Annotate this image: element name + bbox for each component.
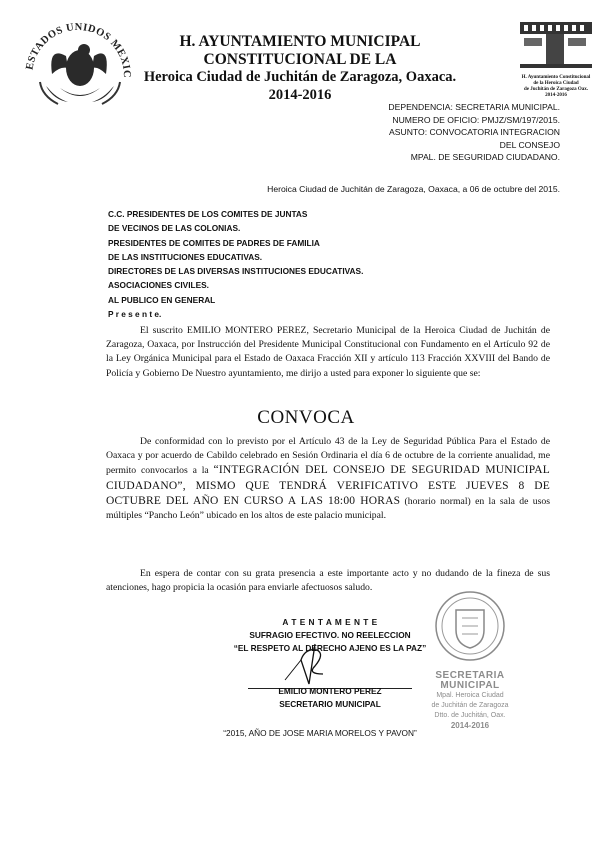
meta-asunto-2: DEL CONSEJO [499, 139, 560, 150]
recipient-line: ASOCIACIONES CIVILES. [108, 280, 209, 291]
meta-oficio: NUMERO DE OFICIO: PMJZ/SM/197/2015. [392, 114, 560, 125]
recipient-line: C.C. PRESIDENTES DE LOS COMITES DE JUNTAS [108, 209, 308, 219]
convocation-text-c: (horario normal) en la sala de usos múltiples “Pancho León” ubicado en los altos de este palacio municipal. [106, 495, 550, 522]
office-meta [388, 101, 560, 164]
signer-name: EMILIO MONTERO PEREZ [278, 686, 382, 696]
convocation-text-a: De conformidad con lo previsto por el Artículo 43 de la Ley de Seguridad Pública Para el Estado de Oaxaca y por acuerdo de Cabildo celebrado en Sesión Ordinaria el día 6 de octubre de la corriente anualidad, me permito convocarlos a la [106, 436, 550, 477]
intro-paragraph: El suscrito EMILIO MONTERO PEREZ, Secretario Municipal de la Heroica Ciudad de Juchitán de Zaragoza, Oaxaca, por Instrucción del Presidente Municipal Constitucional con Fundamento en el Artículo 92 de la Ley Orgánica Municipal para el Estado de Oaxaca Fracción XII y artículo 113 Fracción XXVIII del Bando de Policía y Gobierno De Nuestro ayuntamiento, me dirijo a usted para exponer lo siguiente que se: [106, 325, 550, 379]
atentamente: A T E N T A M E N T E [282, 617, 378, 627]
meta-asunto-3: MPAL. DE SEGURIDAD CIUDADANO. [410, 152, 560, 162]
header-line-3: Heroica Ciudad de Juchitán de Zaragoza, Oaxaca. [143, 69, 457, 85]
stamp-line-6: 2014-2016 [450, 721, 490, 730]
place-date: Heroica Ciudad de Juchitán de Zaragoza, Oaxaca, a 06 de octubre del 2015. [267, 184, 560, 194]
convocation-text-highlight: “INTEGRACIÓN DEL CONSEJO DE SEGURIDAD MUNICIPAL CIUDADANO”, MISMO QUE TENDRÁ VERIFICATIVO ESTE JUEVES 8 DE OCTUBRE DEL AÑO EN CURSO A LAS 18:00 HORAS [106, 464, 550, 507]
convocation-paragraph [106, 435, 550, 523]
header-line-1: H. AYUNTAMIENTO MUNICIPAL [179, 33, 421, 50]
recipient-line: DE VECINOS DE LAS COLONIAS. [108, 223, 241, 234]
ayuntamiento-logo [516, 20, 596, 98]
signer-title: SECRETARIO MUNICIPAL [279, 699, 381, 709]
mexico-seal-logo [18, 16, 138, 108]
meta-dependencia: DEPENDENCIA: SECRETARIA MUNICIPAL. [388, 102, 560, 112]
lema-sufragio: SUFRAGIO EFECTIVO. NO REELECCION [249, 630, 411, 640]
logo-caption-4: 2014-2016 [545, 93, 567, 98]
closing-paragraph: En espera de contar con su grata presencia a este importante acto y no dudando de la fineza de sus atenciones, hago propicia la ocasión para enviarle afectuosos saludo. [106, 568, 550, 594]
stamp-line-4: de Juchitán de Zaragoza [431, 702, 509, 709]
recipient-line: P r e s e n t e. [108, 309, 162, 320]
recipient-line: DIRECTORES DE LAS DIVERSAS INSTITUCIONES EDUCATIVAS. [108, 266, 364, 277]
official-stamp [418, 588, 522, 740]
recipient-line: DE LAS INSTITUCIONES EDUCATIVAS. [108, 251, 263, 262]
recipient-line: AL PUBLICO EN GENERAL [108, 294, 216, 305]
meta-asunto-1: ASUNTO: CONVOCATORIA INTEGRACION [389, 127, 560, 137]
header-line-4: 2014-2016 [268, 87, 332, 103]
recipient-line: PRESIDENTES DE COMITES DE PADRES DE FAMILIA [108, 237, 320, 248]
recipients-block [108, 207, 363, 321]
logo-caption-3: de Juchitán de Zaragoza Oax. [523, 87, 589, 92]
logo-caption-1: H. Ayuntamiento Constitucional [521, 75, 591, 80]
header-line-2: CONSTITUCIONAL DE LA [203, 51, 397, 68]
logo-caption-2: de la Heroica Ciudad [533, 81, 579, 86]
lema-respeto: “EL RESPETO AL DERECHO AJENO ES LA PAZ” [233, 643, 427, 653]
stamp-line-3: Mpal. Heroica Ciudad [436, 692, 504, 699]
stamp-line-1: SECRETARIA [435, 670, 505, 681]
handwritten-signature [245, 640, 365, 688]
stamp-line-5: Dtto. de Juchitán, Oax. [434, 712, 506, 719]
convoca-heading: CONVOCA [257, 407, 355, 428]
footer-lema: “2015, AÑO DE JOSE MARIA MORELOS Y PAVON” [223, 728, 417, 738]
stamp-line-2: MUNICIPAL [440, 680, 500, 691]
seal-text: ESTADOS UNIDOS MEXIC [24, 21, 133, 79]
